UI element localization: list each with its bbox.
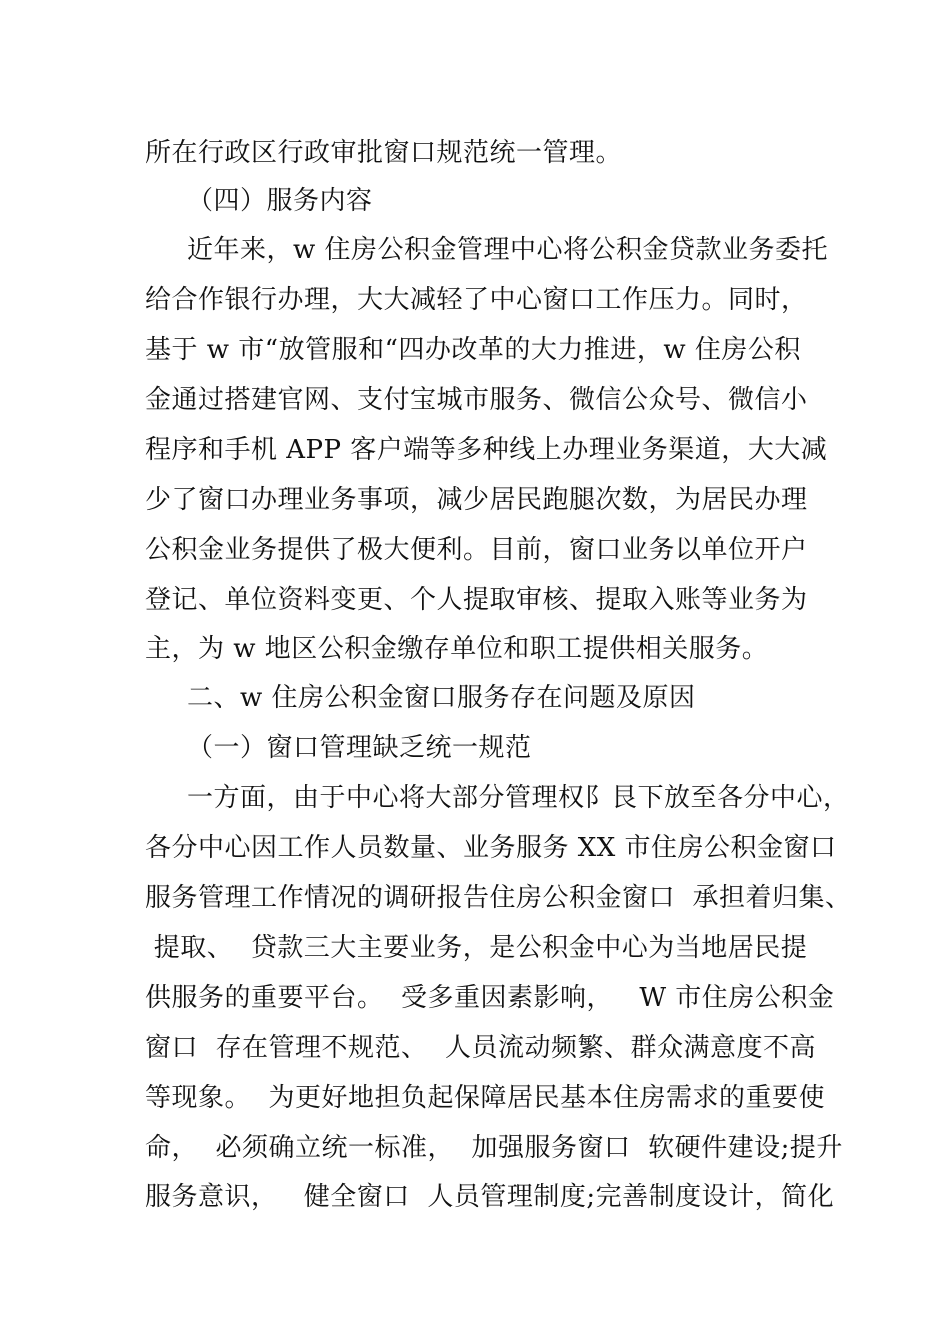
paragraph-line: 提取、 贷款三大主要业务，是公积金中心为当地居民提 xyxy=(145,933,808,963)
paragraph-line: 窗口 存在管理不规范、 人员流动频繁、群众满意度不高 xyxy=(145,1033,817,1063)
section-heading: （四）服务内容 xyxy=(187,186,373,216)
paragraph-line: 服务意识， 健全窗口 人员管理制度;完善制度设计，简化 xyxy=(145,1182,835,1212)
section-heading: （一）窗口管理缺乏统一规范 xyxy=(187,733,532,763)
paragraph-line: 少了窗口办理业务事项，减少居民跑腿次数，为居民办理 xyxy=(145,485,808,515)
chapter-heading: 二、w 住房公积金窗口服务存在问题及原因 xyxy=(187,683,696,713)
paragraph-line: 基于 w 市“放管服和“四办改革的大力推进，w 住房公积 xyxy=(145,335,801,365)
paragraph-line: 服务管理工作情况的调研报告住房公积金窗口 承担着归集、 xyxy=(145,883,852,913)
paragraph-line: 命， 必须确立统一标准， 加强服务窗口 软硬件建设;提升 xyxy=(145,1133,843,1163)
paragraph-line: 所在行政区行政审批窗口规范统一管理。 xyxy=(145,138,623,168)
paragraph-line: 给合作银行办理，大大减轻了中心窗口工作压力。同时， xyxy=(145,285,808,315)
paragraph-line: 供服务的重要平台。 受多重因素影响， W 市住房公积金 xyxy=(145,983,835,1013)
paragraph-line: 等现象。 为更好地担负起保障居民基本住房需求的重要使 xyxy=(145,1083,826,1113)
paragraph-line: 程序和手机 APP 客户端等多种线上办理业务渠道，大大减 xyxy=(145,435,828,465)
paragraph-line: 金通过搭建官网、支付宝城市服务、微信公众号、微信小 xyxy=(145,385,808,415)
paragraph-line: 近年来，w 住房公积金管理中心将公积金贷款业务委托 xyxy=(187,235,829,265)
paragraph-line: 主，为 w 地区公积金缴存单位和职工提供相关服务。 xyxy=(145,634,769,664)
paragraph-line: 公积金业务提供了极大便利。目前，窗口业务以单位开户 xyxy=(145,535,808,565)
paragraph-line: 登记、单位资料变更、个人提取审核、提取入账等业务为 xyxy=(145,585,808,615)
paragraph-line: 各分中心因工作人员数量、业务服务 XX 市住房公积金窗口 xyxy=(145,833,837,863)
paragraph-line: 一方面，由于中心将大部分管理权阝艮下放至各分中心， xyxy=(187,783,850,813)
